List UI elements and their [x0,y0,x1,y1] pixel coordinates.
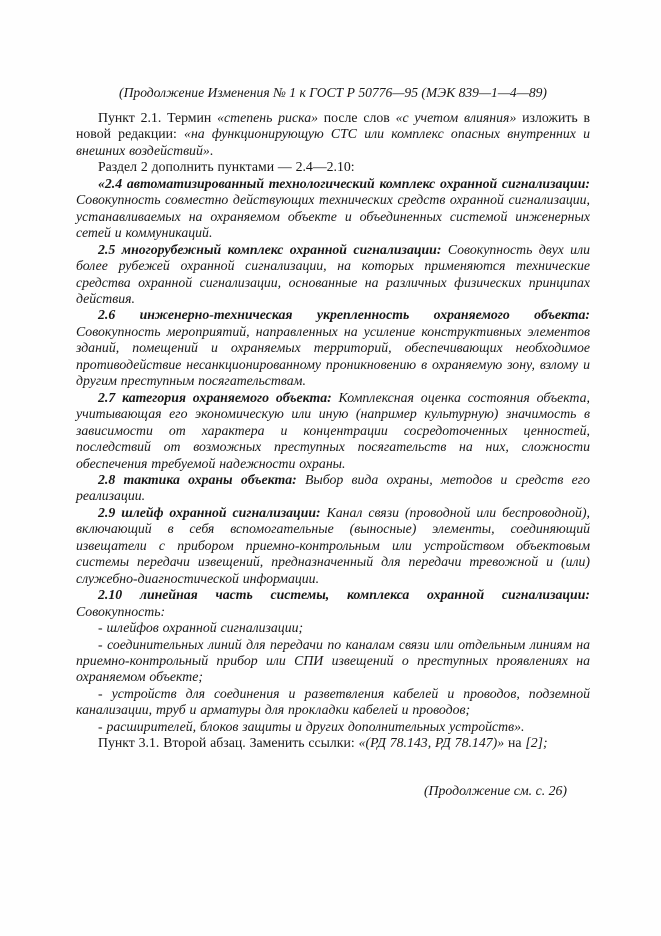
term-2-8 [76,472,590,505]
reference-marker: [2]; [525,735,548,751]
term-2-4 [76,176,590,242]
term-heading: 2.9 шлейф охранной сигнализации: [98,504,321,520]
term-heading: 2.7 категория охраняемого объекта: [98,389,332,405]
list-item-1 [76,620,590,636]
text-run: после слов [318,110,396,125]
text-run: на [504,735,526,751]
clause-2-1 [76,110,590,159]
continuation-note: (Продолжение см. с. 26) [423,783,567,798]
text-run: - расширителей, блоков защиты и других дополнительных устройств». [98,718,525,734]
list-item-3 [76,686,590,719]
term-definition: Выбор вида охраны, методов и средств его реализации. [76,471,591,504]
running-header: (Продолжение Изменения № 1 к ГОСТ Р 50776—95 (МЭК 839—1—4—89) [119,85,547,100]
text-run: - соединительных линий для передачи по каналам связи или отдельным линиям на приемно-контрольный прибор или СПИ извещений о преступных проявлениях на охраняемом объекте; [76,636,590,685]
term-definition: Комплексная оценка состояния объекта, учитывающая его экономическую или иную (например культурную) значимость в зависимости от характера и концентрации сосредоточенных ценностей, последствий от возможных преступных посягательств на них, сложности обеспечения требуемой надежности охраны. [76,389,590,471]
text-run: . [209,142,214,158]
term-heading: 2.5 многорубежный комплекс охранной сигнализации: [98,241,442,257]
clause-3-1 [76,735,590,751]
term-2-5 [76,242,590,308]
term-definition: Совокупность двух или более рубежей охранной сигнализации, на которых применяются технические средства охранной сигнализации, основанные на различных физических принципах действия. [76,241,590,306]
term-definition: Совокупность совместно действующих технических средств охранной сигнализации, устанавливаемых на охраняемом объекте и объединенных системой инженерных сетей и коммуникаций. [76,192,590,241]
text-run: - устройств для соединения и разветвления кабелей и проводов, подземной канализации, труб и арматуры для прокладки кабелей и проводов; [76,685,590,718]
quoted-term: «с учетом влияния» [395,110,517,125]
term-heading: 2.10 линейная часть системы, комплекса охранной сигнализации: [98,587,590,603]
quoted-references: «(РД 78.143, РД 78.147)» [358,735,505,751]
page-content [76,84,590,752]
list-item-4 [76,719,590,735]
document-body [76,110,590,752]
term-2-7 [76,390,590,472]
term-2-6 [76,307,590,389]
text-run: Пункт 2.1. Термин [98,110,218,125]
term-heading: 2.8 тактика охраны объекта: [98,471,297,487]
term-heading: «2.4 автоматизированный технологический комплекс охранной сигнализации: [98,175,590,191]
term-definition: Совокупность мероприятий, направленных на усиление конструктивных элементов зданий, помещений и охраняемых территорий, обеспечивающих необходимое противодействие несанкционированному проникновению в охраняемую зону, взлому и другим преступным посягательствам. [76,323,590,389]
section-2-additions-intro [76,159,590,175]
term-definition: Канал связи (проводной или беспроводной), включающий в себя вспомогательные (выносные) элементы, соединяющий извещатели с прибором приемно-контрольным или устройством объектовым системы передачи извещений, предназначенный для передачи тревожной и (или) служебно-диагностической информации. [76,504,590,586]
quoted-term: «степень риска» [217,110,318,125]
text-run: Пункт 3.1. Второй абзац. Заменить ссылки: [98,735,359,751]
term-2-9 [76,505,590,587]
text-run: - шлейфов охранной сигнализации; [98,620,304,636]
term-heading: 2.6 инженерно-техническая укрепленность охраняемого объекта: [98,307,590,323]
list-item-2 [76,637,590,686]
text-run: Раздел 2 дополнить пунктами — 2.4—2.10: [98,159,355,175]
quoted-new-wording: «на функционирующую СТС или комплекс опасных внутренних и внешних воздействий» [76,126,590,158]
term-2-10 [76,587,590,620]
text-run: изложить в новой редакции: [76,110,590,142]
term-definition: Совокупность: [76,603,166,619]
